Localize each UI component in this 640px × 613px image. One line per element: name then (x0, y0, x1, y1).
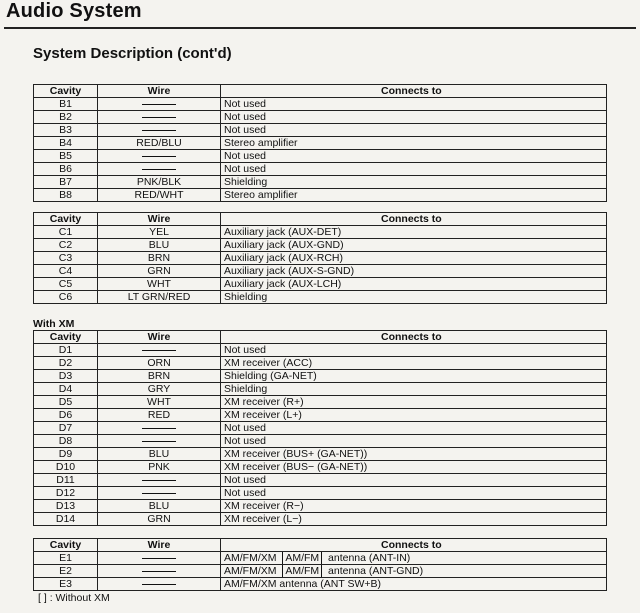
connects-to-cell: Shielding (GA-NET) (221, 370, 607, 383)
wire-cell (98, 111, 221, 124)
connects-to-cell: XM receiver (ACC) (221, 357, 607, 370)
table-row (34, 278, 607, 291)
wire-cell (98, 422, 221, 435)
connects-to-header: Connects to (221, 539, 607, 552)
wire-header: Wire (98, 85, 221, 98)
connects-to-cell: Not used (221, 474, 607, 487)
connects-to-header: Connects to (221, 213, 607, 226)
cavity-cell: B3 (34, 124, 98, 137)
wire-header: Wire (98, 331, 221, 344)
table-row (34, 291, 607, 304)
table-row (34, 344, 607, 357)
table-row (34, 176, 607, 189)
wire-cell: YEL (98, 226, 221, 239)
table-header-row (34, 539, 607, 552)
connects-to-cell: AM/FM/XM antenna (ANT SW+B) (221, 578, 607, 591)
table-row (34, 239, 607, 252)
connects-to-cell: Shielding (221, 383, 607, 396)
table-header-row (34, 213, 607, 226)
table-row (34, 578, 607, 591)
no-wire-dash (142, 104, 176, 105)
cavity-cell: D13 (34, 500, 98, 513)
cavity-header: Cavity (34, 85, 98, 98)
wire-cell: BRN (98, 252, 221, 265)
cavity-cell: D10 (34, 461, 98, 474)
table-row (34, 124, 607, 137)
wire-cell (98, 98, 221, 111)
connects-to-cell: Not used (221, 98, 607, 111)
connects-to-cell: Stereo amplifier (221, 189, 607, 202)
connects-to-cell: Auxiliary jack (AUX-DET) (221, 226, 607, 239)
table-row (34, 409, 607, 422)
connects-to-cell: Auxiliary jack (AUX-LCH) (221, 278, 607, 291)
wire-header: Wire (98, 213, 221, 226)
table-row (34, 137, 607, 150)
cavity-cell: C5 (34, 278, 98, 291)
cavity-header: Cavity (34, 331, 98, 344)
table-row (34, 552, 607, 565)
wire-cell (98, 163, 221, 176)
connects-to-cell: Not used (221, 422, 607, 435)
no-wire-dash (142, 117, 176, 118)
wire-cell (98, 578, 221, 591)
no-wire-dash (142, 493, 176, 494)
connects-to-header: Connects to (221, 85, 607, 98)
connects-to-cell: Not used (221, 435, 607, 448)
wire-cell: WHT (98, 396, 221, 409)
wire-cell: PNK/BLK (98, 176, 221, 189)
table-header-row (34, 85, 607, 98)
table-row (34, 513, 607, 526)
section-title: System Description (cont'd) (33, 45, 232, 62)
connects-to-cell: Auxiliary jack (AUX-GND) (221, 239, 607, 252)
table-row (34, 422, 607, 435)
cavity-cell: E1 (34, 552, 98, 565)
cavity-cell: C4 (34, 265, 98, 278)
wire-cell (98, 474, 221, 487)
page-title: Audio System (6, 0, 142, 22)
connects-to-cell: Not used (221, 111, 607, 124)
table-row (34, 474, 607, 487)
connects-to-header: Connects to (221, 331, 607, 344)
connects-to-cell: XM receiver (L+) (221, 409, 607, 422)
connects-to-part: antenna (ANT-GND) (328, 565, 424, 577)
cavity-cell: B8 (34, 189, 98, 202)
connects-to-part: AM/FM/XM (224, 565, 277, 577)
cavity-cell: B4 (34, 137, 98, 150)
no-wire-dash (142, 571, 176, 572)
cavity-cell: D6 (34, 409, 98, 422)
cavity-cell: D5 (34, 396, 98, 409)
wire-cell (98, 487, 221, 500)
title-rule (4, 27, 636, 29)
wire-cell: ORN (98, 357, 221, 370)
wire-cell: RED/WHT (98, 189, 221, 202)
connects-to-cell: Not used (221, 487, 607, 500)
connects-to-cell: XM receiver (R−) (221, 500, 607, 513)
connector-table-e (33, 538, 607, 591)
table-row (34, 370, 607, 383)
connects-to-cell (221, 565, 607, 578)
connector-table-d (33, 330, 607, 526)
footnote-text: : Without XM (49, 592, 110, 604)
cavity-cell: E2 (34, 565, 98, 578)
wire-cell: WHT (98, 278, 221, 291)
no-wire-dash (142, 558, 176, 559)
table-row (34, 435, 607, 448)
no-wire-dash (142, 428, 176, 429)
cavity-cell: D7 (34, 422, 98, 435)
no-wire-dash (142, 169, 176, 170)
connects-to-cell: Auxiliary jack (AUX-S-GND) (221, 265, 607, 278)
table-row (34, 461, 607, 474)
cavity-cell: C3 (34, 252, 98, 265)
no-wire-dash (142, 584, 176, 585)
table-row (34, 396, 607, 409)
cavity-cell: D1 (34, 344, 98, 357)
cavity-cell: D3 (34, 370, 98, 383)
cavity-header: Cavity (34, 539, 98, 552)
cavity-cell: D2 (34, 357, 98, 370)
wire-cell (98, 435, 221, 448)
wire-cell (98, 552, 221, 565)
table-row (34, 163, 607, 176)
connects-to-cell: XM receiver (BUS+ (GA-NET)) (221, 448, 607, 461)
cavity-header: Cavity (34, 213, 98, 226)
connects-to-cell: XM receiver (R+) (221, 396, 607, 409)
wire-cell: LT GRN/RED (98, 291, 221, 304)
cavity-cell: C6 (34, 291, 98, 304)
connects-to-cell: Shielding (221, 176, 607, 189)
table-row (34, 565, 607, 578)
cavity-cell: B2 (34, 111, 98, 124)
connects-to-cell: Not used (221, 150, 607, 163)
connects-to-cell: Auxiliary jack (AUX-RCH) (221, 252, 607, 265)
with-xm-label: With XM (33, 318, 75, 330)
table-header-row (34, 331, 607, 344)
footnote-symbol: [ ] (38, 592, 47, 604)
no-wire-dash (142, 441, 176, 442)
cavity-cell: C1 (34, 226, 98, 239)
cavity-cell: B7 (34, 176, 98, 189)
connects-to-cell: Shielding (221, 291, 607, 304)
without-xm-bracket: AM/FM (282, 565, 322, 578)
wire-cell (98, 565, 221, 578)
footnote (38, 592, 110, 604)
table-row (34, 383, 607, 396)
table-row (34, 189, 607, 202)
cavity-cell: D11 (34, 474, 98, 487)
wire-cell: BRN (98, 370, 221, 383)
table-row (34, 226, 607, 239)
wire-cell (98, 124, 221, 137)
cavity-cell: D9 (34, 448, 98, 461)
cavity-cell: D4 (34, 383, 98, 396)
wire-cell (98, 344, 221, 357)
wire-header: Wire (98, 539, 221, 552)
wire-cell: BLU (98, 500, 221, 513)
cavity-cell: B6 (34, 163, 98, 176)
table-row (34, 150, 607, 163)
table-row (34, 500, 607, 513)
connects-to-cell: Not used (221, 344, 607, 357)
table-row (34, 98, 607, 111)
no-wire-dash (142, 480, 176, 481)
connects-to-cell: XM receiver (L−) (221, 513, 607, 526)
wire-cell: BLU (98, 239, 221, 252)
connects-to-part: AM/FM/XM (224, 552, 277, 564)
cavity-cell: D8 (34, 435, 98, 448)
cavity-cell: C2 (34, 239, 98, 252)
wire-cell: GRY (98, 383, 221, 396)
table-row (34, 265, 607, 278)
wire-cell: PNK (98, 461, 221, 474)
cavity-cell: D14 (34, 513, 98, 526)
table-row (34, 448, 607, 461)
wire-cell: BLU (98, 448, 221, 461)
connects-to-cell: XM receiver (BUS− (GA-NET)) (221, 461, 607, 474)
cavity-cell: E3 (34, 578, 98, 591)
connects-to-cell: Not used (221, 163, 607, 176)
wire-cell: RED (98, 409, 221, 422)
table-row (34, 252, 607, 265)
table-row (34, 111, 607, 124)
connector-table-c (33, 212, 607, 304)
connector-table-b (33, 84, 607, 202)
connects-to-cell (221, 552, 607, 565)
table-row (34, 357, 607, 370)
table-row (34, 487, 607, 500)
wire-cell: RED/BLU (98, 137, 221, 150)
connects-to-cell: Stereo amplifier (221, 137, 607, 150)
no-wire-dash (142, 156, 176, 157)
connects-to-cell: Not used (221, 124, 607, 137)
no-wire-dash (142, 130, 176, 131)
no-wire-dash (142, 350, 176, 351)
cavity-cell: D12 (34, 487, 98, 500)
wire-cell: GRN (98, 513, 221, 526)
wire-cell: GRN (98, 265, 221, 278)
wire-cell (98, 150, 221, 163)
without-xm-bracket: AM/FM (282, 552, 322, 565)
cavity-cell: B1 (34, 98, 98, 111)
connects-to-part: antenna (ANT-IN) (328, 552, 411, 564)
cavity-cell: B5 (34, 150, 98, 163)
